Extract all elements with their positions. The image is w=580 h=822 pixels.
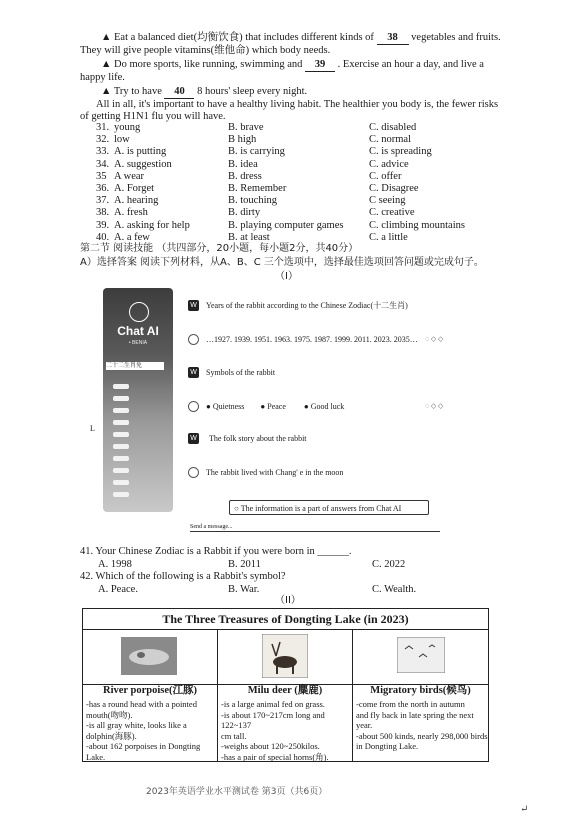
option-number: 31.: [96, 122, 110, 133]
option-b: B high: [228, 134, 257, 146]
bullet-icon: ●: [303, 402, 309, 411]
desc-line: -is a large animal fed on grass.: [221, 699, 325, 709]
ai-gear-icon: [188, 467, 199, 478]
desc-line: -is about 170~217cm long and 122~137: [221, 709, 325, 730]
porpoise-name: River porpoise(江豚): [102, 685, 197, 696]
desc-line: cm tall.: [221, 730, 247, 741]
blank-38: 38: [377, 32, 409, 45]
info-text: The information is a part of answers from Chat AI: [240, 504, 402, 513]
desc-line: -come from the north in autumn: [356, 699, 465, 709]
chat-menu-item[interactable]: [113, 396, 129, 401]
option-c: C. climbing mountains: [369, 219, 465, 231]
part-1-label: （I）: [275, 271, 298, 282]
porpoise-image-cell: [83, 629, 217, 685]
option-a: A. fresh: [114, 207, 148, 219]
option-a: A. asking for help: [114, 219, 190, 231]
option-b: B. at least: [228, 231, 270, 243]
reaction-icons[interactable]: ◌ ◇ ◇: [425, 335, 444, 343]
desc-line: -has a pair of special horns(角).: [221, 751, 329, 762]
chat-app-title: Chat AI: [117, 324, 159, 338]
reaction-icons[interactable]: ◌ ◇ ◇: [425, 402, 444, 410]
symbol-peace: Peace: [267, 402, 286, 411]
passage-text: . Exercise an hour a day, and live a: [337, 59, 484, 70]
passage-line-2: They will give people vitamins(维他命) which body needs.: [80, 45, 331, 56]
passage-text: ▲ Do more sports, like running, swimming and: [101, 59, 303, 70]
option-number: 35: [96, 170, 107, 182]
deer-name: Milu deer (麋鹿): [247, 685, 323, 696]
chat-message-5: The folk story about the rabbit: [209, 434, 307, 443]
birds-name: Migratory birds(候鸟): [370, 685, 471, 696]
bullet-icon: ●: [206, 402, 211, 411]
passage-line-7: of getting H1N1 flu you will have.: [80, 111, 226, 122]
option-b: B. idea: [228, 158, 258, 170]
user-w-icon: W: [188, 367, 199, 378]
send-message-input[interactable]: Send a message...: [190, 524, 440, 532]
option-number: 32.: [96, 134, 110, 146]
deer-desc: [221, 699, 352, 762]
passage-line-5: [101, 86, 307, 99]
option-a: A wear: [114, 170, 145, 182]
option-c: C. Disagree: [369, 183, 419, 194]
option-number: 39.: [96, 219, 110, 231]
table-column-birds: [353, 629, 488, 761]
q41-option-b: B. 2011: [228, 559, 261, 570]
desc-line: -about 500 kinds, nearly 298,000 birds: [356, 730, 488, 741]
info-circle-icon: ○: [234, 504, 239, 513]
chat-menu-item[interactable]: [113, 456, 129, 461]
birds-desc: [356, 699, 488, 752]
passage-line-4: happy life.: [80, 72, 125, 83]
option-c: C. a little: [369, 231, 408, 243]
passage-text: ▲ Eat a balanced diet(均衡饮食) that includes different kinds of: [101, 32, 374, 43]
side-mark: L: [90, 424, 95, 433]
passage-line-6: All in all, it's important to have a healthy living habit. The healthier you body is, the fewer risks: [96, 99, 499, 110]
option-a: A. hearing: [114, 195, 159, 207]
option-a: A. a few: [114, 231, 150, 243]
option-a: A. is putting: [114, 146, 167, 158]
passage-line-3: [101, 59, 484, 72]
option-c: C. is spreading: [369, 146, 432, 158]
question-42: 42. Which of the following is a Rabbit's symbol?: [80, 571, 286, 582]
chat-message-6: The rabbit lived with Chang' e in the moon: [206, 468, 344, 477]
return-mark: ↵: [520, 804, 529, 815]
desc-line: Lake.: [86, 751, 106, 762]
option-c: C. offer: [369, 170, 402, 182]
chat-menu-item[interactable]: [113, 468, 129, 473]
birds-image: [397, 637, 445, 673]
ai-gear-icon: [188, 334, 199, 345]
option-a: low: [114, 134, 130, 146]
option-number: 36.: [96, 183, 110, 194]
passage-text: 8 hours' sleep every night.: [197, 86, 308, 97]
info-notice: [229, 500, 429, 515]
passage-line-1: [101, 32, 501, 45]
symbol-good-luck: Good luck: [310, 402, 345, 411]
chat-menu-item[interactable]: [113, 408, 129, 413]
blank-40: 40: [164, 86, 194, 99]
question-41: 41. Your Chinese Zodiac is a Rabbit if you were born in ______.: [80, 546, 352, 557]
desc-line: and fly back in late spring the next: [356, 709, 474, 720]
q41-option-a: A. 1998: [98, 559, 132, 570]
option-a: A. suggestion: [114, 158, 172, 170]
deer-image-cell: [218, 629, 352, 685]
desc-line: dolphin(海豚).: [86, 730, 137, 741]
section-instruction: A）选择答案 阅读下列材料，从A、B、C 三个选项中，选择最佳选项回答问题或完成句子。: [80, 257, 484, 268]
desc-line: -is all gray white, looks like a: [86, 720, 187, 730]
option-number: 34.: [96, 158, 110, 170]
option-c: C seeing: [369, 195, 406, 207]
option-b: B. brave: [228, 122, 264, 133]
blank-39: 39: [305, 59, 335, 72]
q41-option-c: C. 2022: [372, 559, 406, 570]
chat-menu-label[interactable]: 二十二生肖免: [106, 362, 164, 370]
chat-logo-icon: [129, 302, 149, 322]
option-b: B. playing computer games: [228, 219, 344, 231]
option-a: young: [114, 122, 141, 133]
bullet-icon: ●: [260, 402, 266, 411]
chat-message-1: Years of the rabbit according to the Chinese Zodiac(十二生肖): [206, 301, 408, 310]
chat-message-4: [206, 402, 344, 412]
option-b: B. Remember: [228, 183, 287, 194]
chat-app-subtitle: • BENIA: [128, 340, 148, 346]
option-number: 40.: [96, 231, 110, 243]
chat-menu-item[interactable]: [113, 444, 129, 449]
q42-option-b: B. War.: [228, 584, 260, 595]
desc-line: -about 162 porpoises in Dongting: [86, 741, 201, 751]
option-number: 33.: [96, 146, 110, 158]
table-column-porpoise: [83, 629, 218, 761]
q42-option-c: C. Wealth.: [372, 584, 417, 595]
desc-line: -has a round head with a pointed: [86, 699, 197, 709]
chat-menu-item[interactable]: [113, 384, 129, 389]
option-number: 37.: [96, 195, 110, 207]
chat-menu-item[interactable]: [113, 480, 129, 485]
option-c: C. advice: [369, 158, 409, 170]
chat-menu-item[interactable]: [113, 420, 129, 425]
porpoise-image: [121, 637, 177, 675]
option-b: B. dirty: [228, 207, 261, 219]
deer-image: [262, 634, 308, 678]
chat-message-2: …1927. 1939. 1951. 1963. 1975. 1987. 1999. 2011. 2023. 2035…: [206, 335, 418, 344]
page-footer: 2023年英语学业水平测试卷 第3页（共6页）: [146, 787, 328, 797]
section-header: 第二节 阅读技能 （共四部分，20小题，每小题2分，共40分）: [80, 243, 359, 254]
part-2-label: （II）: [275, 595, 301, 606]
option-c: C. disabled: [369, 122, 417, 133]
desc-line: year.: [356, 720, 373, 730]
option-b: B. dress: [228, 170, 262, 182]
desc-line: mouth(吻吻).: [86, 709, 133, 720]
ai-gear-icon: [188, 401, 199, 412]
chat-message-3: Symbols of the rabbit: [206, 368, 276, 377]
chat-menu-item[interactable]: [113, 432, 129, 437]
option-c: C. creative: [369, 207, 415, 219]
table-column-deer: [218, 629, 353, 761]
option-c: C. normal: [369, 134, 411, 146]
user-w-icon: W: [188, 300, 199, 311]
desc-line: in Dongting Lake.: [356, 741, 419, 751]
table-title: The Three Treasures of Dongting Lake (in 2023): [83, 609, 488, 630]
option-number: 38.: [96, 207, 110, 219]
desc-line: -weighs about 120~250kilos.: [221, 741, 320, 751]
porpoise-desc: [86, 699, 200, 762]
treasures-table: [82, 608, 489, 762]
option-b: B. is carrying: [228, 146, 285, 158]
passage-text: vegetables and fruits.: [411, 32, 501, 43]
q42-option-a: A. Peace.: [98, 584, 138, 595]
user-w-icon: W: [188, 433, 199, 444]
option-a: A. Forget: [114, 183, 155, 194]
birds-image-cell: [353, 629, 488, 685]
option-b: B. touching: [228, 195, 277, 207]
chat-menu-item[interactable]: [113, 492, 129, 497]
symbol-quietness: Quietness: [212, 402, 245, 411]
passage-text: ▲ Try to have: [101, 86, 162, 97]
chat-app-sidebar: [103, 288, 173, 512]
